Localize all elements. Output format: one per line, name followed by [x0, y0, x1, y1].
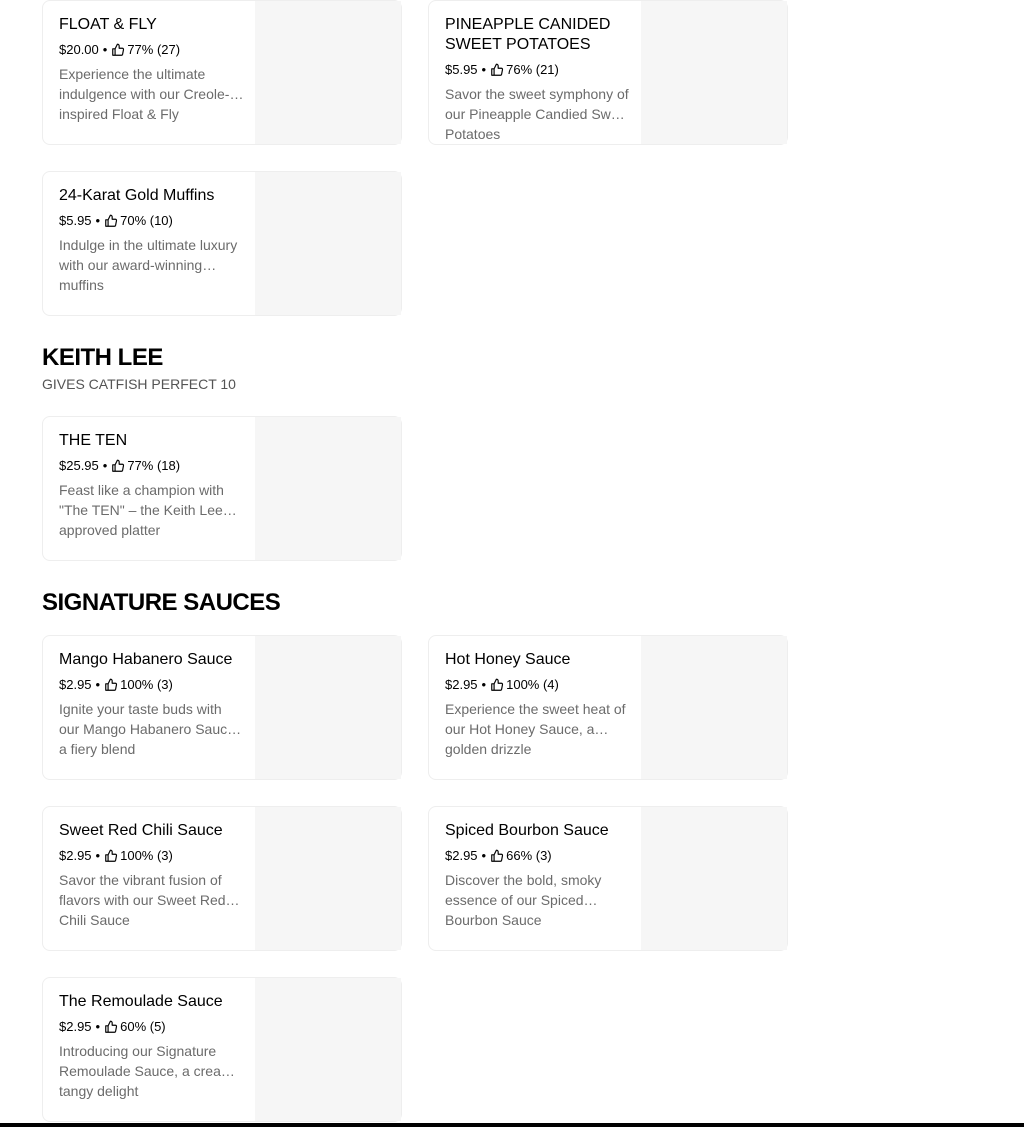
- item-title: FLOAT & FLY: [59, 16, 157, 33]
- item-description: Ignite your taste buds with our Mango Habanero Sauce, a fiery blend: [59, 701, 239, 757]
- item-price: $20.00: [59, 42, 99, 57]
- item-image: [641, 636, 787, 779]
- item-title: 24-Karat Gold Muffins: [59, 187, 215, 204]
- item-rating: 76% (21): [506, 62, 559, 77]
- item-title: Mango Habanero Sauce: [59, 651, 233, 668]
- item-description: Savor the sweet symphony of our Pineapple Candied Sweet Potatoes: [445, 86, 631, 142]
- menu-item-card[interactable]: [42, 416, 402, 561]
- item-title: Spiced Bourbon Sauce: [445, 822, 609, 839]
- item-info: [445, 15, 631, 142]
- item-image: [641, 1, 787, 144]
- item-meta: [59, 211, 245, 231]
- item-rating: 77% (27): [127, 42, 181, 57]
- item-info: [59, 186, 245, 293]
- item-title: Hot Honey Sauce: [445, 651, 571, 668]
- separator: •: [95, 1019, 101, 1034]
- item-title: The Remoulade Sauce: [59, 993, 223, 1010]
- menu-item-card[interactable]: [42, 635, 402, 780]
- item-info: [59, 992, 245, 1099]
- item-description: Feast like a champion with "The TEN" – the Keith Lee approved platter: [59, 482, 224, 538]
- thumbs-up-icon: [104, 849, 118, 863]
- thumbs-up-icon: [490, 63, 504, 77]
- thumbs-up-icon: [104, 1020, 118, 1034]
- item-image: [255, 807, 401, 950]
- thumbs-up-icon: [490, 849, 504, 863]
- item-meta: [59, 846, 245, 866]
- thumbs-up-icon: [490, 678, 504, 692]
- thumbs-up-icon: [104, 678, 118, 692]
- item-meta: [59, 675, 245, 695]
- item-price: $2.95: [445, 848, 478, 863]
- separator: •: [481, 677, 487, 692]
- item-description: Indulge in the ultimate luxury with our award-winning muffins: [59, 237, 238, 293]
- item-image: [255, 417, 401, 560]
- separator: •: [102, 42, 108, 57]
- menu-item-card[interactable]: [428, 0, 788, 145]
- item-info: [59, 821, 245, 928]
- section-subtitle: GIVES CATFISH PERFECT 10: [42, 376, 236, 392]
- item-rating: 70% (10): [120, 213, 173, 228]
- item-rating: 100% (3): [120, 848, 173, 863]
- section-title: SIGNATURE SAUCES: [42, 589, 281, 616]
- bottom-bar: [0, 1123, 1024, 1127]
- separator: •: [95, 677, 101, 692]
- thumbs-up-icon: [111, 43, 125, 57]
- item-meta: [445, 60, 631, 80]
- menu-item-card[interactable]: [42, 171, 402, 316]
- separator: •: [481, 848, 487, 863]
- item-info: [59, 431, 245, 538]
- item-title: Sweet Red Chili Sauce: [59, 822, 223, 839]
- item-price: $2.95: [445, 677, 478, 692]
- item-info: [445, 821, 631, 928]
- item-image: [255, 636, 401, 779]
- menu-item-card[interactable]: [428, 806, 788, 951]
- separator: •: [95, 213, 101, 228]
- separator: •: [95, 848, 101, 863]
- item-meta: [59, 40, 245, 60]
- item-rating: 66% (3): [506, 848, 552, 863]
- item-rating: 100% (4): [506, 677, 559, 692]
- item-rating: 60% (5): [120, 1019, 166, 1034]
- item-image: [255, 172, 401, 315]
- separator: •: [102, 458, 108, 473]
- thumbs-up-icon: [111, 459, 125, 473]
- item-description: Discover the bold, smoky essence of our Spiced Bourbon Sauce: [445, 872, 602, 928]
- item-description: Introducing our Signature Remoulade Sauce, a creamy tangy delight: [59, 1043, 240, 1099]
- item-description: Experience the ultimate indulgence with our Creole-inspired Float & Fly: [59, 66, 230, 122]
- item-price: $2.95: [59, 677, 92, 692]
- item-price: $2.95: [59, 848, 92, 863]
- item-price: $2.95: [59, 1019, 92, 1034]
- item-meta: [59, 1017, 245, 1037]
- item-image: [255, 1, 401, 144]
- item-image: [255, 978, 401, 1121]
- item-rating: 100% (3): [120, 677, 173, 692]
- item-price: $5.95: [445, 62, 478, 77]
- item-meta: [445, 675, 631, 695]
- menu-item-card[interactable]: [428, 635, 788, 780]
- item-description: Savor the vibrant fusion of flavors with our Sweet Red Chili Sauce: [59, 872, 226, 928]
- separator: •: [481, 62, 487, 77]
- item-title: PINEAPPLE CANIDED SWEET POTATOES: [445, 16, 611, 53]
- item-rating: 77% (18): [127, 458, 181, 473]
- item-description: Experience the sweet heat of our Hot Honey Sauce, a golden drizzle: [445, 701, 626, 757]
- item-info: [445, 650, 631, 757]
- menu-item-card[interactable]: [42, 806, 402, 951]
- item-image: [641, 807, 787, 950]
- item-price: $5.95: [59, 213, 92, 228]
- section-title: KEITH LEE: [42, 344, 163, 371]
- item-info: [59, 15, 245, 122]
- item-meta: [445, 846, 631, 866]
- menu-item-card[interactable]: [42, 0, 402, 145]
- item-title: THE TEN: [59, 432, 128, 449]
- thumbs-up-icon: [104, 214, 118, 228]
- item-price: $25.95: [59, 458, 99, 473]
- item-info: [59, 650, 245, 757]
- item-meta: [59, 456, 245, 476]
- menu-item-card[interactable]: [42, 977, 402, 1122]
